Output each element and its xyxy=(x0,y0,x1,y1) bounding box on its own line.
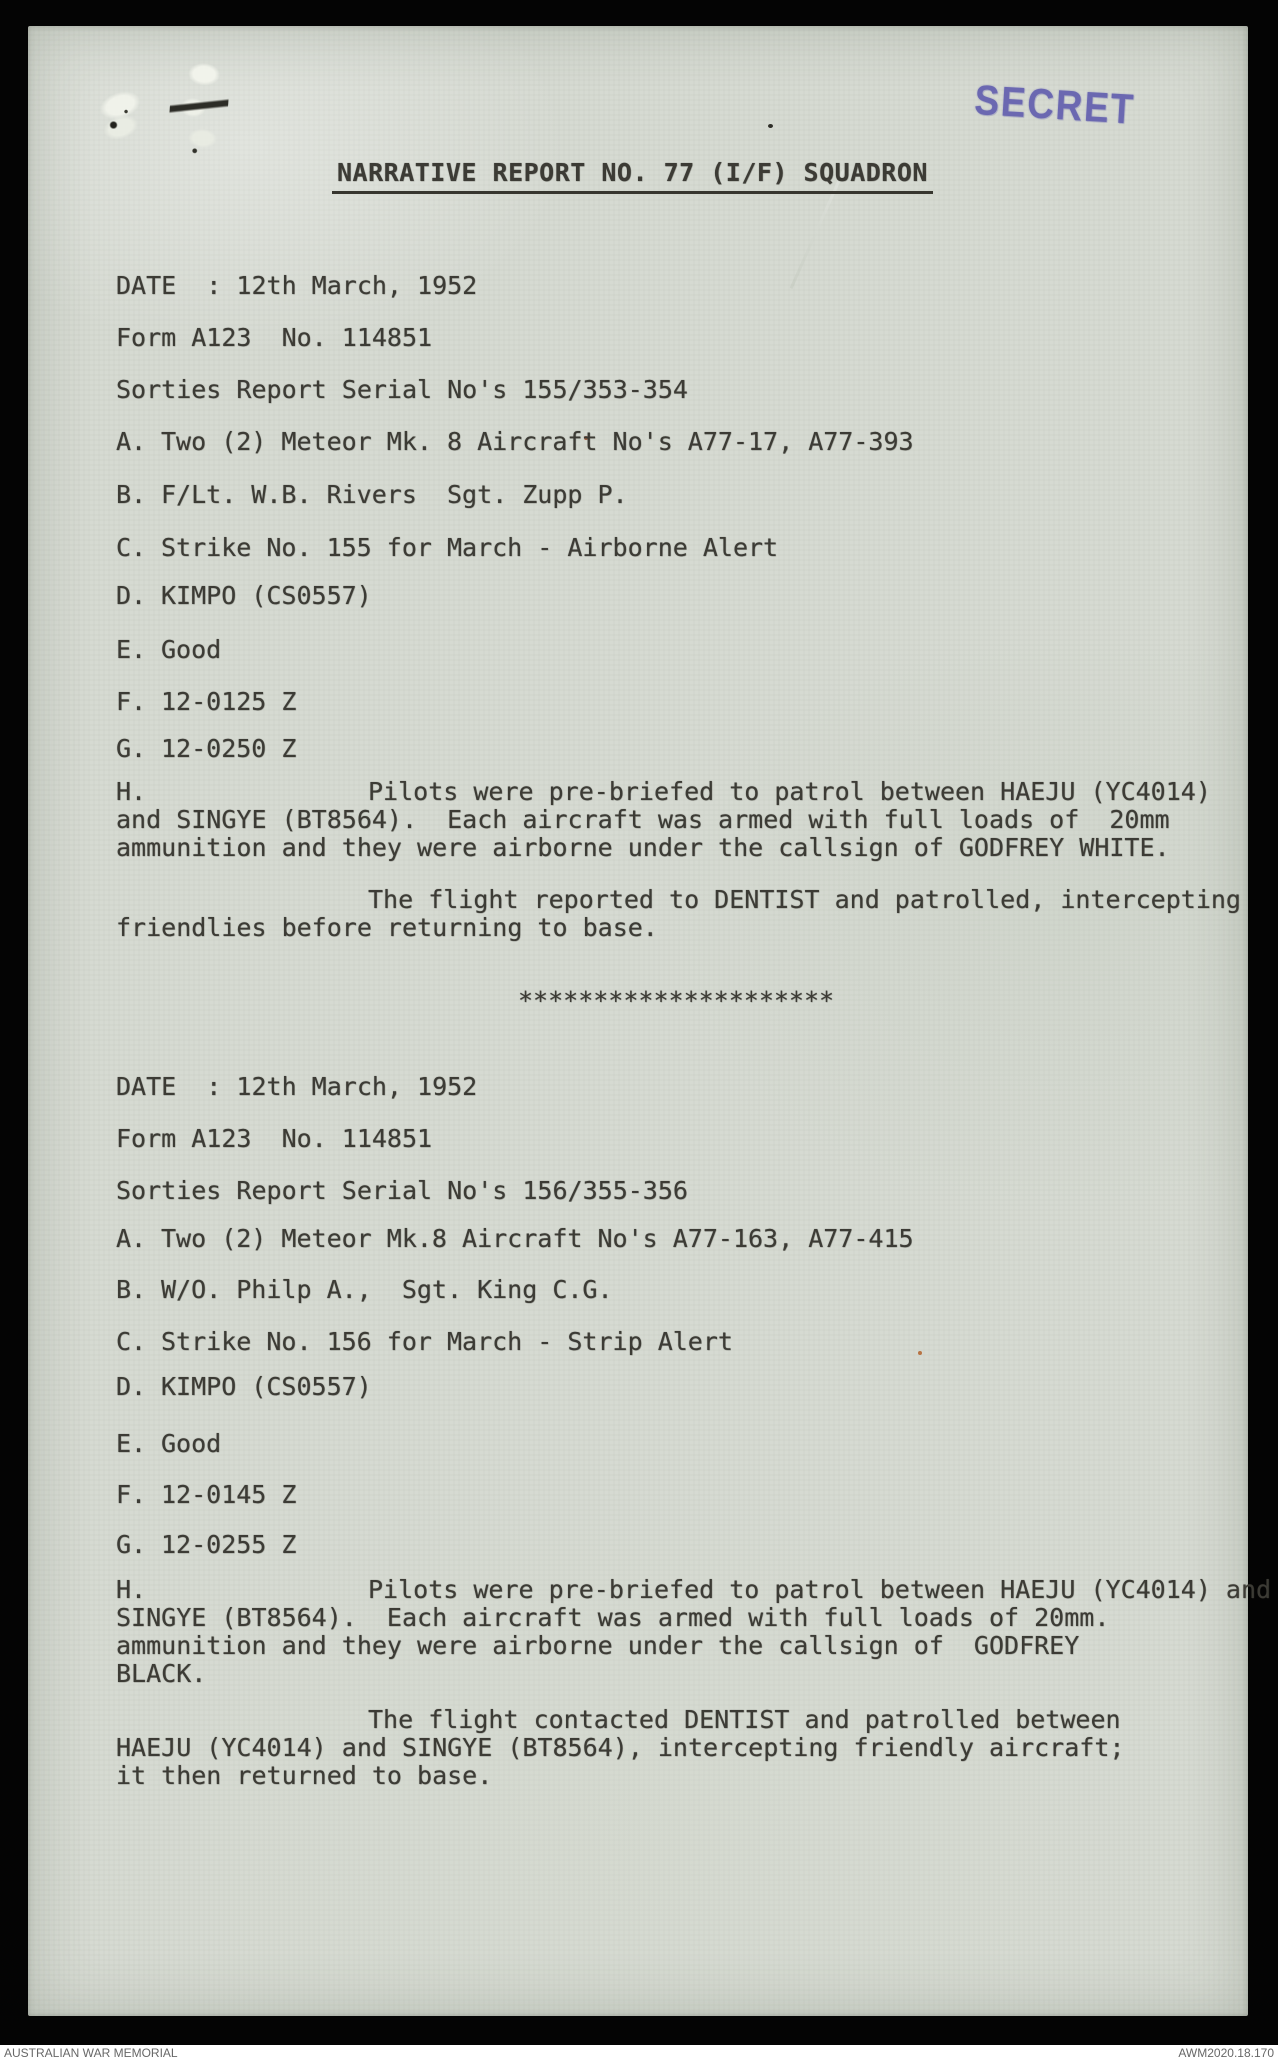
item-letter: G. xyxy=(116,734,147,763)
item-letter: A. xyxy=(116,427,147,456)
item-text: Two (2) Meteor Mk.8 Aircraft No's A77-163, A77-415 xyxy=(161,1224,914,1253)
paragraph-line: and SINGYE (BT8564). Each aircraft was armed with full loads of 20mm xyxy=(116,805,1170,834)
report-item-c xyxy=(116,1328,733,1355)
report-item-e xyxy=(116,1430,221,1457)
paragraph-line: ammunition and they were airborne under the callsign of GODFREY xyxy=(116,1631,1080,1660)
item-letter: B. xyxy=(116,480,147,509)
sorties-line: Sorties Report Serial No's 156/355-356 xyxy=(116,1176,688,1205)
date-line: DATE : 12th March, 1952 xyxy=(116,1072,478,1101)
page-title: NARRATIVE REPORT NO. 77 (I/F) SQUADRON xyxy=(332,160,933,194)
item-text: 12-0125 Z xyxy=(161,687,297,716)
form-line: Form A123 No. 114851 xyxy=(116,323,433,352)
date-line: DATE : 12th March, 1952 xyxy=(116,271,478,300)
paragraph-line: The flight contacted DENTIST and patrolled between xyxy=(368,1705,1121,1734)
closing-paragraph xyxy=(116,886,1251,946)
archive-footer-bar xyxy=(0,2045,1278,2061)
paragraph-line: Pilots were pre-briefed to patrol between HAEJU (YC4014) and xyxy=(368,1575,1272,1604)
form-line: Form A123 No. 114851 xyxy=(116,1124,433,1153)
paragraph-line: it then returned to base. xyxy=(116,1761,493,1790)
item-text: Good xyxy=(161,1429,222,1458)
item-letter: F. xyxy=(116,687,147,716)
paper-damage-mark xyxy=(167,54,232,158)
report-item-g xyxy=(116,735,296,762)
secret-stamp: SECRET xyxy=(973,76,1137,133)
report-item-f xyxy=(116,688,296,715)
report-section-1 xyxy=(116,272,1251,972)
item-text: Two (2) Meteor Mk. 8 Aircraft No's A77-17, A77-393 xyxy=(161,427,914,456)
paragraph-line: friendlies before returning to base. xyxy=(116,913,658,942)
asterisk-separator: ********************* xyxy=(518,986,835,1015)
report-item-d xyxy=(116,1373,372,1400)
item-letter: C. xyxy=(116,1327,147,1356)
accession-number-label: AWM2020.18.170 xyxy=(1178,2046,1274,2060)
item-text: KIMPO (CS0557) xyxy=(161,1372,372,1401)
item-letter: G. xyxy=(116,1530,147,1559)
sorties-line: Sorties Report Serial No's 155/353-354 xyxy=(116,375,688,404)
report-item-e xyxy=(116,636,221,663)
report-item-d xyxy=(116,582,372,609)
item-letter: E. xyxy=(116,635,147,664)
report-item-b xyxy=(116,481,628,508)
scanned-document-page xyxy=(28,26,1272,2016)
report-item-b xyxy=(116,1276,613,1303)
report-item-g xyxy=(116,1531,296,1558)
paragraph-line: ammunition and they were airborne under the callsign of GODFREY WHITE. xyxy=(116,833,1170,862)
item-text: Strike No. 156 for March - Strip Alert xyxy=(161,1327,733,1356)
item-text: Strike No. 155 for March - Airborne Alert xyxy=(161,533,779,562)
report-item-a xyxy=(116,1225,914,1252)
item-text: 12-0255 Z xyxy=(161,1530,297,1559)
item-letter: H. xyxy=(116,1575,147,1604)
report-item-c xyxy=(116,534,778,561)
item-letter: H. xyxy=(116,777,147,806)
paragraph-line: SINGYE (BT8564). Each aircraft was armed with full loads of 20mm. xyxy=(116,1603,1110,1632)
report-item-h-paragraph xyxy=(116,1575,1272,1694)
paragraph-line: BLACK. xyxy=(116,1659,207,1688)
item-text: F/Lt. W.B. Rivers Sgt. Zupp P. xyxy=(161,480,628,509)
item-text: 12-0145 Z xyxy=(161,1480,297,1509)
paragraph-line: HAEJU (YC4014) and SINGYE (BT8564), intercepting friendly aircraft; xyxy=(116,1733,1125,1762)
item-letter: E. xyxy=(116,1429,147,1458)
item-letter: A. xyxy=(116,1224,147,1253)
paragraph-line: The flight reported to DENTIST and patrolled, intercepting xyxy=(368,885,1241,914)
item-letter: B. xyxy=(116,1275,147,1304)
report-item-a xyxy=(116,428,914,455)
report-item-f xyxy=(116,1481,296,1508)
item-text: Good xyxy=(161,635,222,664)
report-item-h-paragraph xyxy=(116,778,1251,868)
paper-damage-mark xyxy=(83,76,159,148)
archive-name-label: AUSTRALIAN WAR MEMORIAL xyxy=(4,2046,178,2060)
item-text: KIMPO (CS0557) xyxy=(161,581,372,610)
report-section-2 xyxy=(116,1072,1272,1813)
ink-speck xyxy=(768,124,773,128)
item-text: W/O. Philp A., Sgt. King C.G. xyxy=(161,1275,613,1304)
item-letter: F. xyxy=(116,1480,147,1509)
closing-paragraph xyxy=(116,1706,1251,1796)
item-letter: D. xyxy=(116,581,147,610)
item-letter: C. xyxy=(116,533,147,562)
item-letter: D. xyxy=(116,1372,147,1401)
paragraph-line: Pilots were pre-briefed to patrol between HAEJU (YC4014) xyxy=(368,777,1211,806)
item-text: 12-0250 Z xyxy=(161,734,297,763)
